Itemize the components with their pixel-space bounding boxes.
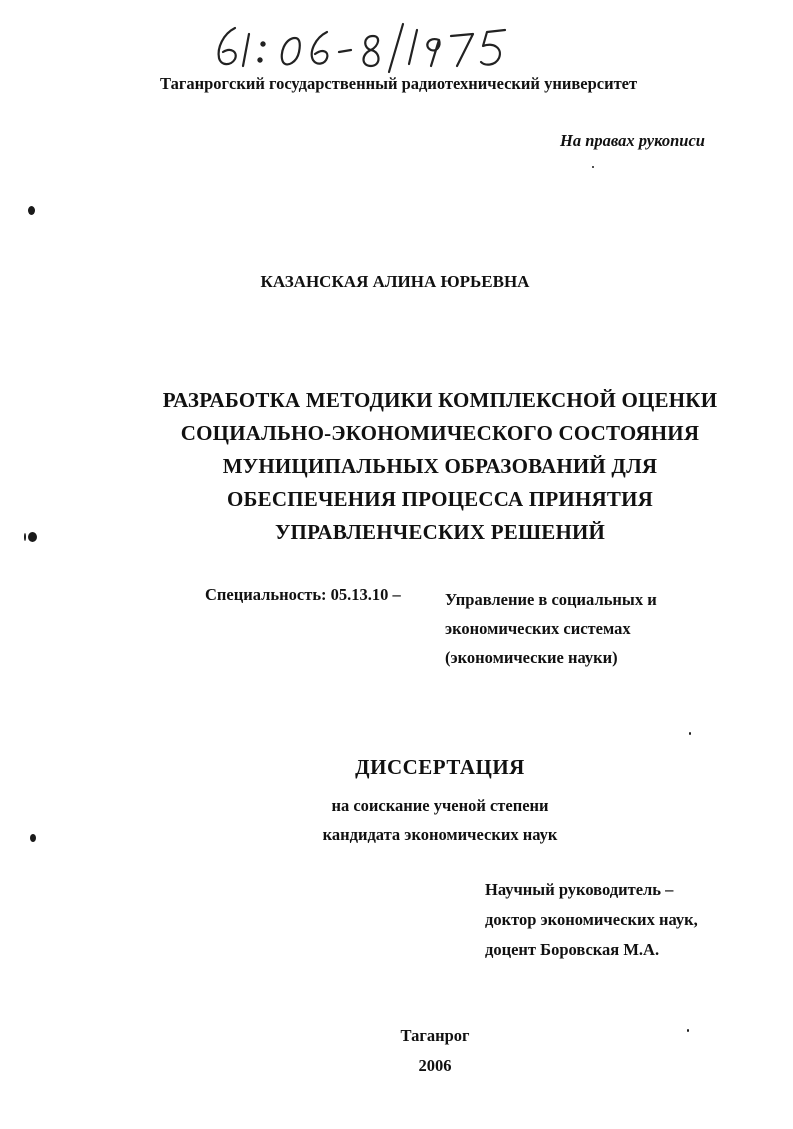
title-line: ОБЕСПЕЧЕНИЯ ПРОЦЕССА ПРИНЯТИЯ bbox=[227, 487, 653, 511]
specialty-line: Управление в социальных и bbox=[445, 590, 657, 609]
scan-speck bbox=[689, 732, 691, 735]
supervisor-line: доцент Боровская М.А. bbox=[485, 940, 660, 959]
dissertation-heading: ДИССЕРТАЦИЯ bbox=[355, 755, 525, 779]
specialty-label: Специальность: 05.13.10 – bbox=[205, 585, 401, 604]
scan-speck bbox=[28, 532, 37, 542]
specialty-line: экономических системах bbox=[445, 619, 631, 638]
degree-description bbox=[100, 791, 780, 849]
scan-speck bbox=[30, 834, 36, 842]
supervisor-line: доктор экономических наук, bbox=[485, 910, 698, 929]
scan-speck bbox=[24, 533, 26, 541]
handwritten-archive-code bbox=[205, 14, 535, 74]
specialty-line: (экономические науки) bbox=[445, 648, 618, 667]
specialty-description bbox=[445, 585, 657, 672]
place-and-year bbox=[300, 1021, 570, 1081]
city: Таганрог bbox=[400, 1026, 470, 1045]
supervisor-block bbox=[485, 875, 698, 965]
title-line: РАЗРАБОТКА МЕТОДИКИ КОМПЛЕКСНОЙ ОЦЕНКИ bbox=[162, 388, 718, 412]
scan-speck bbox=[28, 206, 35, 215]
author-name: КАЗАНСКАЯ АЛИНА ЮРЬЕВНА bbox=[260, 272, 530, 291]
supervisor-line: Научный руководитель – bbox=[485, 880, 674, 899]
degree-line: кандидата экономических наук bbox=[322, 825, 558, 844]
degree-line: на соискание ученой степени bbox=[331, 796, 549, 815]
year: 2006 bbox=[418, 1056, 452, 1075]
title-line: СОЦИАЛЬНО-ЭКОНОМИЧЕСКОГО СОСТОЯНИЯ bbox=[180, 421, 700, 445]
manuscript-rights-note: На правах рукописи bbox=[560, 131, 705, 150]
scan-speck bbox=[592, 166, 594, 168]
dissertation-topic-title bbox=[90, 384, 790, 549]
title-line: МУНИЦИПАЛЬНЫХ ОБРАЗОВАНИЙ ДЛЯ bbox=[222, 454, 658, 478]
title-line: УПРАВЛЕНЧЕСКИХ РЕШЕНИЙ bbox=[274, 520, 606, 544]
university-name: Таганрогский государственный радиотехнический университет bbox=[160, 74, 638, 93]
scan-speck bbox=[687, 1029, 689, 1032]
